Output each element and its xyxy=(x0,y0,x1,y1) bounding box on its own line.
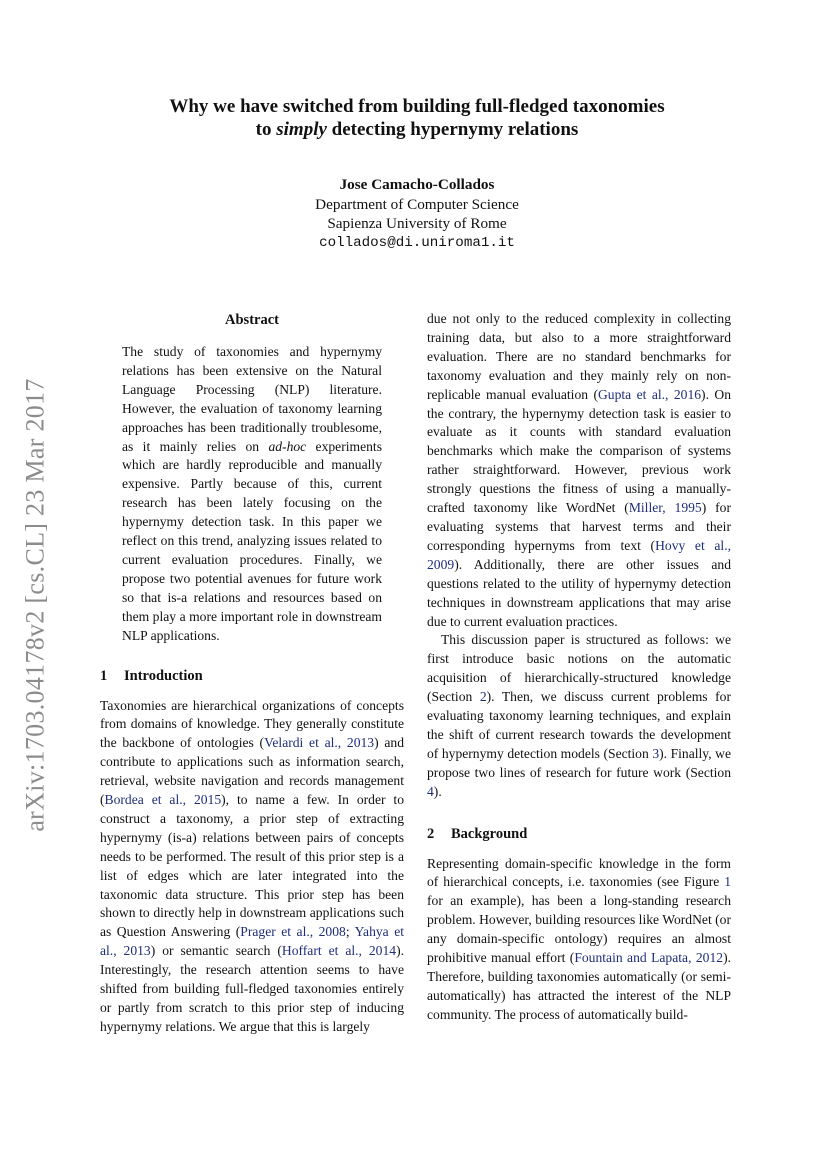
arxiv-sidebar xyxy=(18,360,54,850)
intro-paragraph-2: This discussion paper is structured as follows: we first introduce basic notions on the automatic acquisition of hierarchically-structured knowledge (Section 2). Then, we discuss current problems for evaluating taxonomy learning techniques, and explain the shift of current research towards the development of hypernymy detection models (Section 3). Finally, we propose two lines of research for future work (Section 4). xyxy=(427,632,732,799)
paper-title xyxy=(100,95,734,141)
section-ref-2[interactable]: 2 xyxy=(479,689,487,705)
figure-ref-1[interactable]: 1 xyxy=(724,874,731,890)
intro-text-7: ). On the contrary, the hypernymy detection task is easier to evaluate as it counts with standard evaluation benchmarks which make the comparison of systems rather straightforward. However, previous work strongly questions the fitness of using a manually-crafted taxonomy like WordNet ( xyxy=(427,386,731,516)
citation-fountain[interactable]: Fountain and Lapata, 2012 xyxy=(574,950,724,966)
author-name: Jose Camacho-Collados xyxy=(339,176,495,193)
abstract-body: The study of taxonomies and hypernymy relations has been extensive on the Natural Language Processing (NLP) literature. However, the evaluation of taxonomy learning approaches has been traditionally troublesome, as it mainly relies on ad-hoc experiments which are hardly reproducible and manually expensive. Partly because of this, current research has been lately focusing on the hypernymy detection task. In this paper we reflect on this trend, analyzing issues related to current evaluation procedures. Finally, we propose two potential avenues for future work so that is-a relations and resources based on them play a more important role in downstream NLP applications. xyxy=(122,344,382,643)
intro-text-9: ). Additionally, there are other issues and questions related to the utility of hypernymy detection techniques in downstream applications that may arise due to current evaluation practices. xyxy=(427,556,731,629)
section-heading-introduction: 1 Introduction xyxy=(100,667,203,684)
title-emphasis: simply xyxy=(276,119,327,140)
affiliation-univ: Sapienza University of Rome xyxy=(327,215,507,232)
section-ref-3[interactable]: 3 xyxy=(652,745,660,761)
title-line-2: to simply detecting hypernymy relations xyxy=(255,119,579,140)
citation-yahya[interactable]: Yahya et al., 2013 xyxy=(100,924,405,959)
author-email: collados@di.uniroma1.it xyxy=(319,234,515,251)
intro-continuation-text: due not only to the reduced complexity in collecting training data, but also to a more straightforward evaluation. There are no standard benchmarks for taxonomy evaluation and they mainly rely on non-replicable manual evaluation ( xyxy=(427,311,731,402)
background-paragraph-1: Representing domain-specific knowledge in the form of hierarchical concepts, i.e. taxonomies (see Figure 1 for an example), has been a long-standing research problem. However, building resources like WordNet (or any domain-specific ontology) requires an almost prohibitive manual effort (Fountain and Lapata, 2012). Therefore, building taxonomies automatically (or semi-automatically) has attracted the interest of the NLP community. The process of automatically build- xyxy=(427,855,731,1022)
citation-hovy[interactable]: Hovy et al., 2009 xyxy=(427,537,731,572)
affiliation-dept: Department of Computer Science xyxy=(315,195,519,213)
intro-paragraph-1: Taxonomies are hierarchical organizations of concepts from domains of knowledge. They generally constitute the backbone of ontologies (Velardi et al., 2013) and contribute to applications such as information search, retrieval, website navigation and records management (Bordea et al., 2015), to name a few. In order to construct a taxonomy, a prior step of extracting hypernymy (is-a) relations between pairs of concepts needs to be performed. The result of this prior step is a list of edges which are later integrated into the taxonomic data structure. This prior step has been shown to directly help in downstream applications such as Question Answering (Prager et al., 2008; Yahya et al., 2013) or semantic search (Hoffart et al., 2014). Interestingly, the research attention seems to have shifted from building full-fledged taxonomies entirely or partly from scratch to this prior step of inducing hypernymy relations. We argue that this is largely xyxy=(100,697,405,1034)
citation-gupta[interactable]: Gupta et al., 2016 xyxy=(597,386,702,402)
intro-paragraph-1-continued xyxy=(427,310,731,631)
citation-miller[interactable]: Miller, 1995 xyxy=(628,500,702,516)
citation-bordea[interactable]: Bordea et al., 2015 xyxy=(104,792,222,808)
intro-text-8: ) for evaluating systems that harvest terms and their corresponding hypernyms from text ( xyxy=(427,500,731,553)
left-column xyxy=(100,310,404,1037)
citation-hoffart[interactable]: Hoffart et al., 2014 xyxy=(281,943,397,959)
title-line-1: Why we have switched from building full-fledged taxonomies xyxy=(169,96,665,117)
section-heading-background: 2 Background xyxy=(427,825,528,842)
abstract-heading: Abstract xyxy=(225,312,279,328)
citation-prager[interactable]: Prager et al., 2008 xyxy=(240,924,346,940)
citation-velardi[interactable]: Velardi et al., 2013 xyxy=(264,735,375,751)
author-block xyxy=(100,175,734,253)
right-column xyxy=(427,310,731,1025)
arxiv-id: arXiv:1703.04178v2 [cs.CL] 23 Mar 2017 xyxy=(21,378,50,832)
section-ref-4[interactable]: 4 xyxy=(427,783,434,799)
